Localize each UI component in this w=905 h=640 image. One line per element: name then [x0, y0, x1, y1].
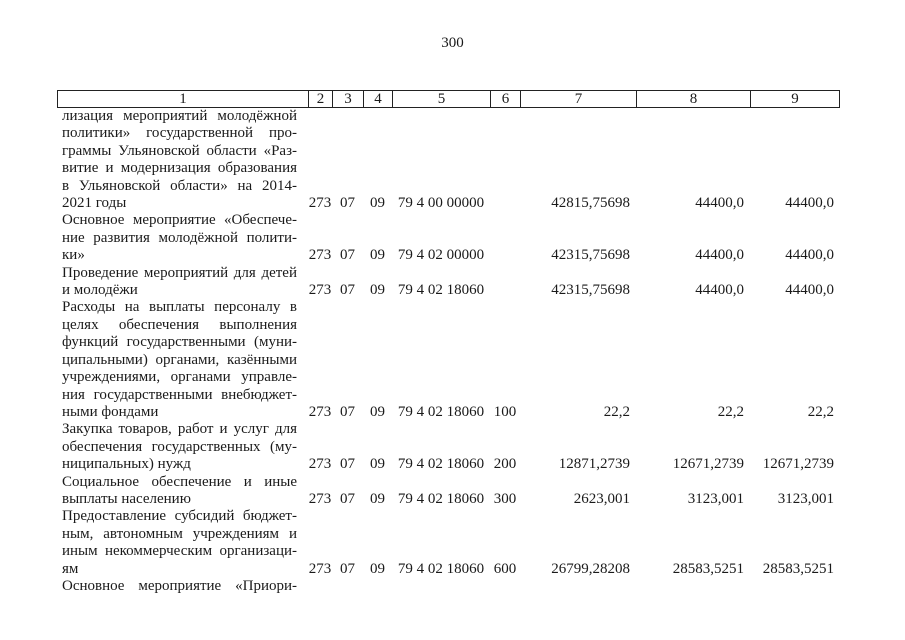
cell-expense-type: 600	[493, 560, 517, 577]
cell-amount-col9: 22,2	[807, 403, 834, 420]
header-cell-6: 6	[490, 90, 520, 108]
cell-ministry-code: 273	[308, 456, 332, 473]
cell-section-code: 07	[340, 282, 355, 299]
description-line: ципальными) органами, казёнными	[62, 351, 297, 368]
description-line: иным некоммерческим организаци-	[62, 543, 297, 560]
cell-amount-col9: 44400,0	[785, 247, 834, 264]
table-row	[57, 108, 840, 212]
cell-section-code: 07	[340, 195, 355, 212]
description-line: ям	[62, 560, 79, 577]
cell-amount-col9: 28583,5251	[762, 560, 834, 577]
cell-expense-type: 300	[493, 490, 517, 507]
cell-amount-col7: 12871,2739	[558, 456, 630, 473]
cell-ministry-code: 273	[308, 560, 332, 577]
table-row	[57, 421, 840, 473]
cell-amount-col7: 26799,28208	[551, 560, 630, 577]
description-line: в Ульяновской области» на 2014-	[62, 177, 297, 194]
row-description	[57, 508, 308, 578]
row-description	[57, 421, 308, 473]
page-number: 300	[441, 35, 464, 51]
description-line: Предоставление субсидий бюджет-	[62, 508, 297, 525]
cell-subsection-code: 09	[370, 560, 385, 577]
description-line: граммы Ульяновской области «Раз-	[62, 142, 297, 159]
row-description	[57, 108, 308, 212]
description-line: Расходы на выплаты персоналу в	[62, 299, 297, 316]
cell-amount-col8: 12671,2739	[672, 456, 744, 473]
cell-amount-col9: 44400,0	[785, 195, 834, 212]
header-cell-5: 5	[392, 90, 490, 108]
description-line: целях обеспечения выполнения	[62, 316, 297, 333]
table-row	[57, 578, 840, 595]
cell-subsection-code: 09	[370, 247, 385, 264]
cell-ministry-code: 273	[308, 403, 332, 420]
header-cell-8: 8	[636, 90, 750, 108]
header-cell-2: 2	[308, 90, 332, 108]
cell-amount-col8: 28583,5251	[672, 560, 744, 577]
cell-subsection-code: 09	[370, 490, 385, 507]
cell-amount-col7: 2623,001	[573, 490, 630, 507]
cell-target-article: 79 4 02 18060	[397, 456, 485, 473]
table-body	[57, 108, 840, 595]
cell-target-article: 79 4 02 18060	[397, 403, 485, 420]
row-description	[57, 265, 308, 300]
cell-target-article: 79 4 02 18060	[397, 282, 485, 299]
cell-ministry-code: 273	[308, 195, 332, 212]
cell-amount-col8: 3123,001	[687, 490, 744, 507]
cell-amount-col7: 42315,75698	[551, 282, 630, 299]
table-row	[57, 474, 840, 509]
header-cell-9: 9	[750, 90, 840, 108]
description-line: ным, автономным учреждениям и	[62, 525, 297, 542]
cell-section-code: 07	[340, 560, 355, 577]
header-cell-1: 1	[57, 90, 308, 108]
row-description	[57, 578, 308, 595]
cell-target-article: 79 4 02 00000	[397, 247, 485, 264]
cell-amount-col9: 12671,2739	[762, 456, 834, 473]
cell-subsection-code: 09	[370, 195, 385, 212]
cell-subsection-code: 09	[370, 403, 385, 420]
description-line: ния государственными внебюджет-	[62, 386, 297, 403]
cell-amount-col8: 22,2	[717, 403, 744, 420]
description-line: витие и модернизация образования	[62, 160, 297, 177]
description-line: функций государственными (муни-	[62, 334, 297, 351]
cell-target-article: 79 4 02 18060	[397, 490, 485, 507]
cell-subsection-code: 09	[370, 456, 385, 473]
cell-section-code: 07	[340, 247, 355, 264]
table-row	[57, 212, 840, 264]
cell-section-code: 07	[340, 490, 355, 507]
cell-amount-col7: 42315,75698	[551, 247, 630, 264]
description-line: Проведение мероприятий для детей	[62, 264, 297, 281]
cell-amount-col8: 44400,0	[695, 247, 744, 264]
description-line: выплаты населению	[62, 490, 191, 507]
cell-amount-col8: 44400,0	[695, 195, 744, 212]
cell-ministry-code: 273	[308, 490, 332, 507]
description-line: обеспечения государственных (му-	[62, 438, 297, 455]
description-line: ниципальных) нужд	[62, 456, 191, 473]
row-description	[57, 212, 308, 264]
description-line: Основное мероприятие «Обеспече-	[62, 212, 297, 229]
cell-target-article: 79 4 00 00000	[397, 195, 485, 212]
description-line: Социальное обеспечение и иные	[62, 473, 297, 490]
row-description	[57, 299, 308, 421]
cell-amount-col7: 42815,75698	[551, 195, 630, 212]
description-line: политики» государственной про-	[62, 125, 297, 142]
description-line: учреждениями, органами управле-	[62, 369, 297, 386]
cell-section-code: 07	[340, 456, 355, 473]
cell-ministry-code: 273	[308, 247, 332, 264]
row-description	[57, 474, 308, 509]
cell-amount-col9: 3123,001	[777, 490, 834, 507]
description-line: ки»	[62, 247, 85, 264]
header-cell-7: 7	[520, 90, 636, 108]
cell-amount-col9: 44400,0	[785, 282, 834, 299]
cell-amount-col7: 22,2	[603, 403, 630, 420]
cell-amount-col8: 44400,0	[695, 282, 744, 299]
cell-expense-type: 200	[493, 456, 517, 473]
description-line: Основное мероприятие «Приори-	[62, 577, 297, 594]
table-row	[57, 265, 840, 300]
header-cell-4: 4	[363, 90, 392, 108]
description-line: и молодёжи	[62, 282, 138, 299]
cell-expense-type: 100	[493, 403, 517, 420]
description-line: Закупка товаров, работ и услуг для	[62, 421, 297, 438]
cell-section-code: 07	[340, 403, 355, 420]
description-line: ными фондами	[62, 403, 159, 420]
budget-table	[57, 90, 840, 595]
description-line: 2021 годы	[62, 195, 127, 212]
table-row	[57, 508, 840, 578]
description-line: ние развития молодёжной полити-	[62, 229, 297, 246]
cell-target-article: 79 4 02 18060	[397, 560, 485, 577]
cell-subsection-code: 09	[370, 282, 385, 299]
table-header	[57, 90, 840, 108]
table-row	[57, 299, 840, 421]
header-cell-3: 3	[332, 90, 363, 108]
cell-ministry-code: 273	[308, 282, 332, 299]
description-line: лизация мероприятий молодёжной	[62, 108, 297, 124]
